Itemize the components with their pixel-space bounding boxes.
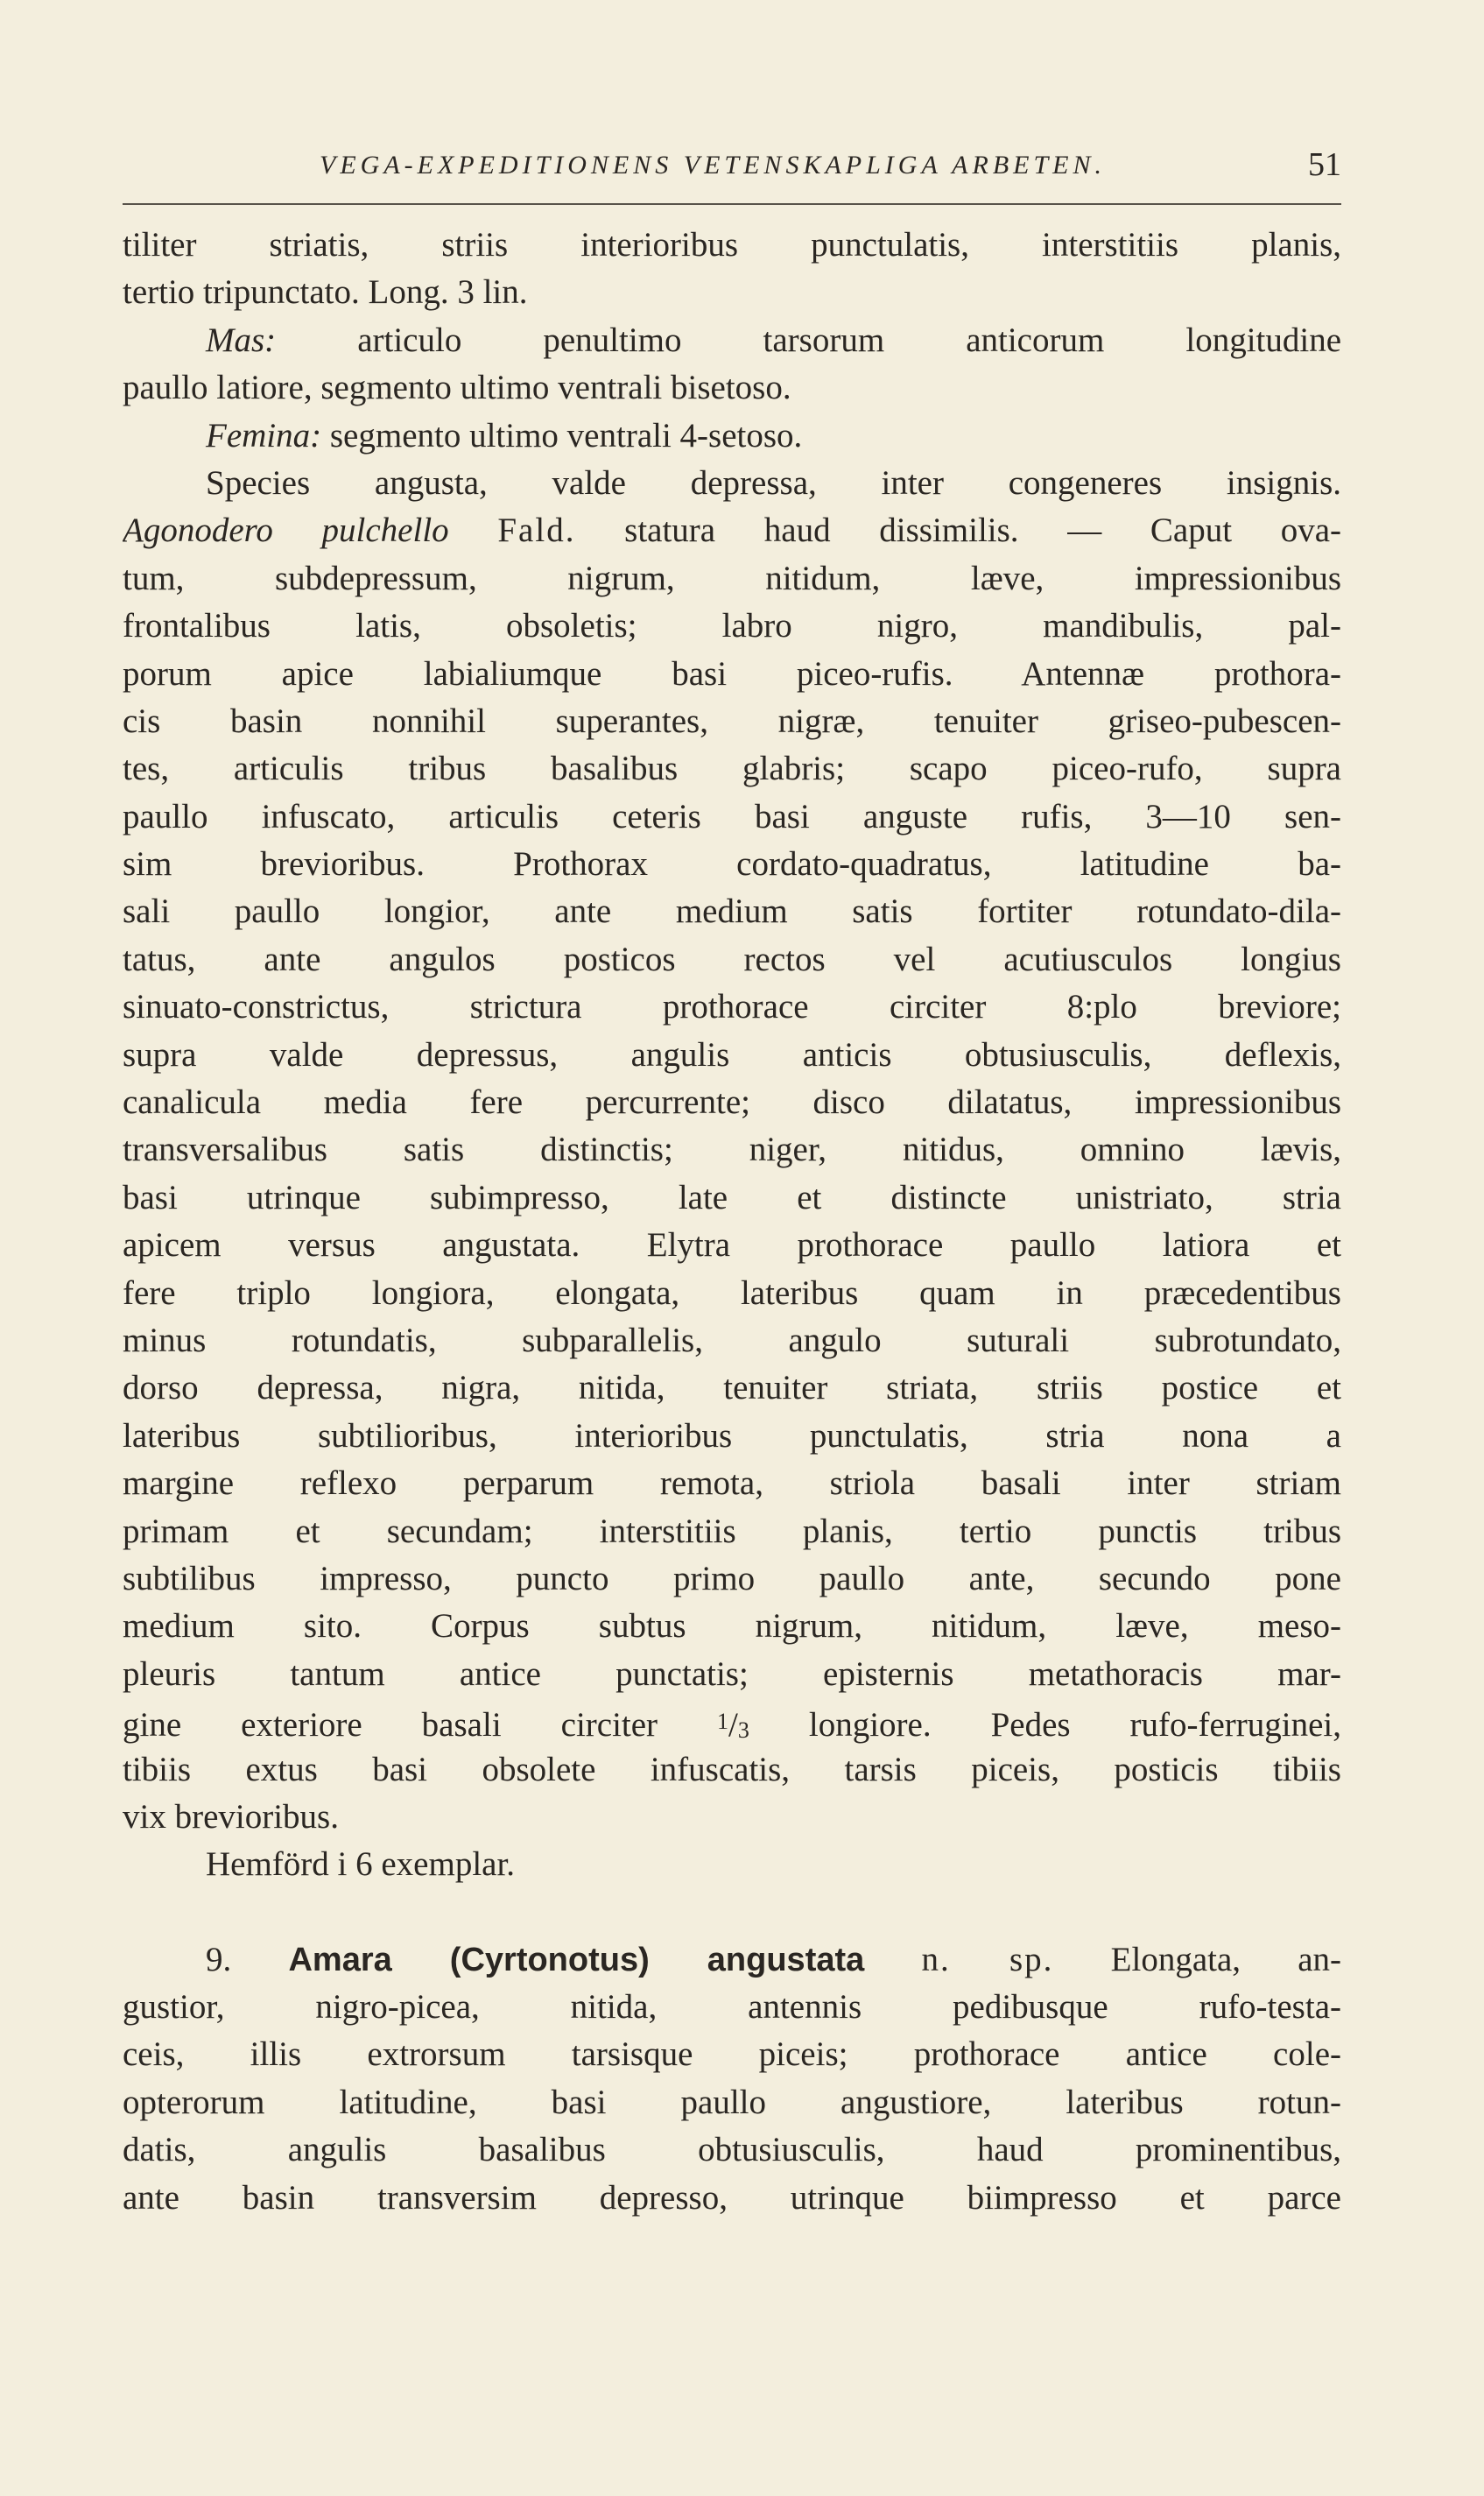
text-line: minus rotundatis, subparallelis, angulo suturali subrotundato,: [123, 1321, 1341, 1359]
fraction-slash: /: [728, 1706, 738, 1745]
text-line: porum apice labialiumque basi piceo-rufis. Antennæ prothora-: [123, 654, 1341, 693]
species-number: 9.: [206, 1940, 232, 1978]
page-number: 51: [1308, 146, 1341, 183]
text-line: lateribus subtilioribus, interioribus punctulatis, stria nona a: [123, 1416, 1341, 1455]
text-line: canalicula media fere percurrente; disco dilatatus, impressionibus: [123, 1083, 1341, 1122]
text-line: tum, subdepressum, nigrum, nitidum, læve, impressionibus: [123, 559, 1341, 597]
text-line: Agonodero pulchello Fald. statura haud dissimilis. — Caput ova-: [123, 511, 1341, 550]
text-line: margine reflexo perparum remota, striola basali inter striam: [123, 1464, 1341, 1503]
text-line: tibiis extus basi obsolete infuscatis, tarsis piceis, posticis tibiis: [123, 1750, 1341, 1788]
text-line: Hemförd i 6 exemplar.: [206, 1845, 516, 1884]
text-line: fere triplo longiora, elongata, lateribus quam in præcedentibus: [123, 1273, 1341, 1312]
text-line: apicem versus angustata. Elytra prothorace paullo latiora et: [123, 1226, 1341, 1265]
fraction-denominator: 3: [737, 1717, 749, 1744]
text-line: opterorum latitudine, basi paullo angustiore, lateribus rotun-: [123, 2083, 1341, 2121]
new-species-mark: n. sp.: [921, 1940, 1054, 1978]
text-line: tatus, ante angulos posticos rectos vel acutiusculos longius: [123, 940, 1341, 978]
species-name: Amara (Cyrtonotus) angustata: [288, 1941, 865, 1978]
running-head: VEGA-EXPEDITIONENS VETENSKAPLIGA ARBETEN.: [320, 151, 1107, 180]
text-line: paullo latiore, segmento ultimo ventrali bisetoso.: [123, 369, 791, 407]
text-line: primam et secundam; interstitiis planis, tertio punctis tribus: [123, 1512, 1341, 1550]
text-line: Femina: segmento ultimo ventrali 4-setoso.: [206, 416, 803, 455]
text-line: datis, angulis basalibus obtusiusculis, haud prominentibus,: [123, 2131, 1341, 2169]
text-line: 9. Amara (Cyrtonotus) angustata n. sp. Elongata, an-: [206, 1940, 1341, 1978]
paragraph-gap: [123, 1889, 1341, 1936]
text-line: sim brevioribus. Prothorax cordato-quadratus, latitudine ba-: [123, 845, 1341, 884]
fraction-numerator: 1: [717, 1709, 729, 1735]
text-line: sali paullo longior, ante medium satis fortiter rotundato-dila-: [123, 892, 1341, 931]
text-line: cis basin nonnihil superantes, nigræ, tenuiter griseo-pubescen-: [123, 702, 1341, 740]
text-line: basi utrinque subimpresso, late et distincte unistriato, stria: [123, 1178, 1341, 1216]
body-text: [123, 222, 1341, 2222]
text-line: medium sito. Corpus subtus nigrum, nitidum, læve, meso-: [123, 1607, 1341, 1646]
sex-label-female: Femina:: [206, 416, 322, 455]
text-line: dorso depressa, nigra, nitida, tenuiter striata, striis postice et: [123, 1369, 1341, 1407]
text-line: ceis, illis extrorsum tarsisque piceis; prothorace antice cole-: [123, 2035, 1341, 2074]
text-line: ante basin transversim depresso, utrinque biimpresso et parce: [123, 2178, 1341, 2217]
text-line: tiliter striatis, striis interioribus punctulatis, interstitiis planis,: [123, 226, 1341, 264]
text-line: gine exteriore basali circiter $^1$/3 longiore. Pedes rufo-ferruginei,: [123, 1706, 1341, 1745]
page-header: [123, 146, 1341, 193]
text-line: tes, articulis tribus basalibus glabris; scapo piceo-rufo, supra: [123, 750, 1341, 788]
text-line: sinuato-constrictus, strictura prothorace circiter 8:plo breviore;: [123, 988, 1341, 1026]
sex-label-male: Mas:: [206, 321, 277, 359]
text-line: gustior, nigro-picea, nitida, antennis pedibusque rufo-testa-: [123, 1988, 1341, 2027]
text-line: supra valde depressus, angulis anticis obtusiusculis, deflexis,: [123, 1035, 1341, 1074]
text-line: transversalibus satis distinctis; niger, nitidus, omnino lævis,: [123, 1131, 1341, 1169]
text-line: vix brevioribus.: [123, 1797, 339, 1836]
author-abbrev: Fald.: [497, 511, 576, 550]
text-line: Mas: articulo penultimo tarsorum anticorum longitudine: [206, 321, 1341, 359]
text-line: frontalibus latis, obsoletis; labro nigro, mandibulis, pal-: [123, 607, 1341, 645]
text-line: pleuris tantum antice punctatis; episternis metathoracis mar-: [123, 1654, 1341, 1693]
text-line: paullo infuscato, articulis ceteris basi anguste rufis, 3—10 sen-: [123, 797, 1341, 836]
text-line: subtilibus impresso, puncto primo paullo ante, secundo pone: [123, 1559, 1341, 1597]
species-reference: Agonodero pulchello: [123, 511, 449, 550]
header-rule: [123, 203, 1341, 205]
text-line: tertio tripunctato. Long. 3 lin.: [123, 273, 528, 312]
text-line: Species angusta, valde depressa, inter congeneres insignis.: [206, 463, 1341, 502]
